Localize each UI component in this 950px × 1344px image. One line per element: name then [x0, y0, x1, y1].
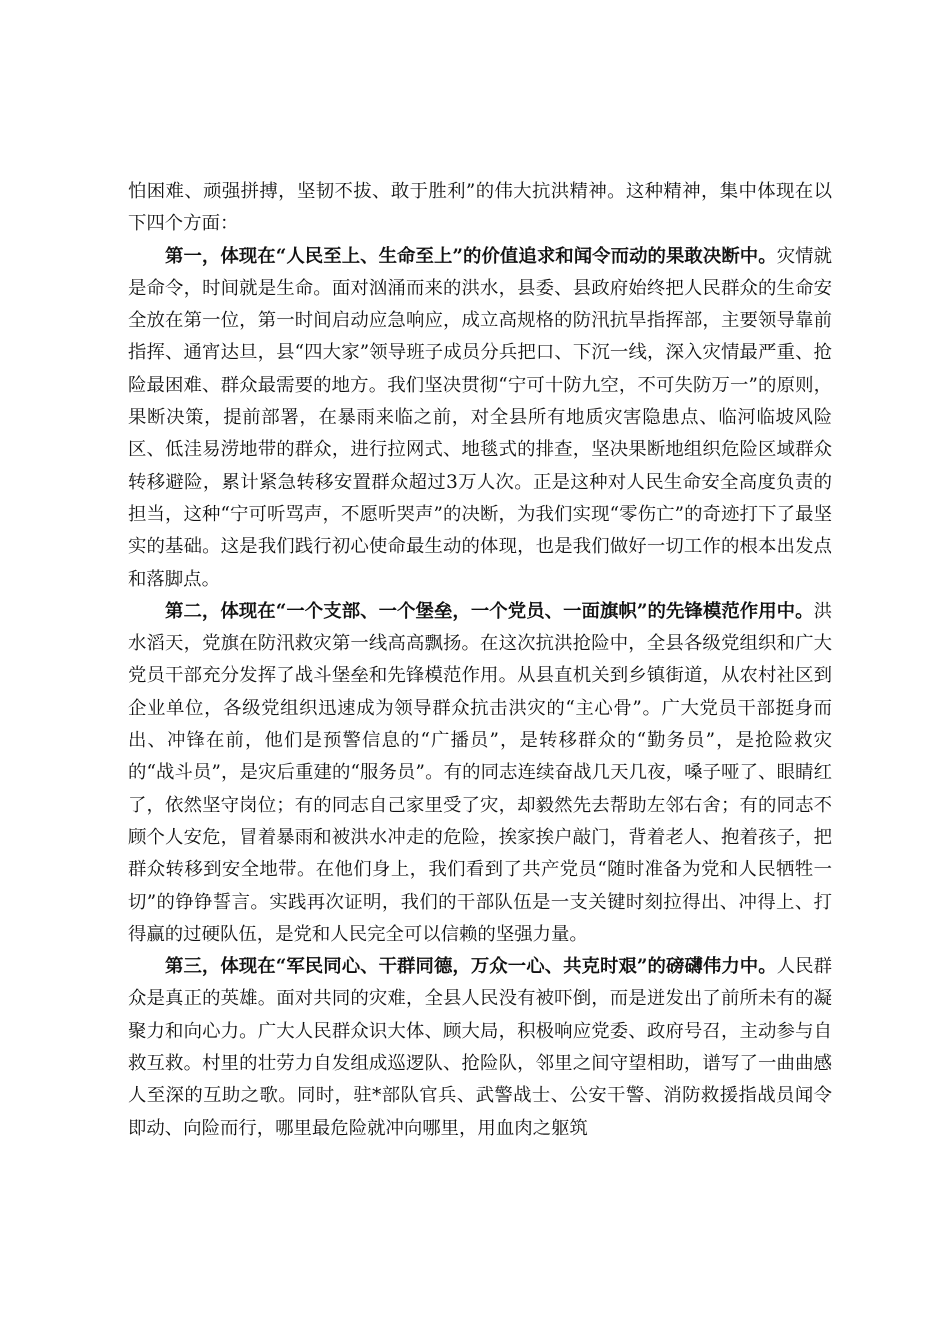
paragraph-third-point [128, 951, 832, 1145]
paragraph-intro [128, 176, 832, 241]
paragraph-second-point [128, 596, 832, 951]
paragraph-text: 怕困难、顽强拼搏，坚韧不拔、敢于胜利”的伟大抗洪精神。这种精神，集中体现在以下四个方面： [128, 181, 832, 235]
paragraph-first-point [128, 241, 832, 596]
paragraph-text: 灾情就是命令，时间就是生命。面对汹涌而来的洪水，县委、县政府始终把人民群众的生命安全放在第一位，第一时间启动应急响应，成立高规格的防汛抗旱指挥部，主要领导靠前指挥、通宵达旦，县“四大家”领导班子成员分兵把口、下沉一线，深入灾情最严重、抢险最困难、群众最需要的地方。我们坚决贯彻“宁可十防九空，不可失防万一”的原则，果断决策，提前部署，在暴雨来临之前，对全县所有地质灾害隐患点、临河临坡风险区、低洼易涝地带的群众，进行拉网式、地毯式的排查，坚决果断地组织危险区域群众转移避险，累计紧急转移安置群众超过3万人次。正是这种对人民生命安全高度负责的担当，这种“宁可听骂声，不愿听哭声”的决断，为我们实现“零伤亡”的奇迹打下了最坚实的基础。这是我们践行初心使命最生动的体现，也是我们做好一切工作的根本出发点和落脚点。 [128, 245, 832, 590]
paragraph-text: 人民群众是真正的英雄。面对共同的灾难，全县人民没有被吓倒，而是迸发出了前所未有的凝聚力和向心力。广大人民群众识大体、顾大局，积极响应党委、政府号召，主动参与自救互救。村里的壮劳力自发组成巡逻队、抢险队，邻里之间守望相助，谱写了一曲曲感人至深的互助之歌。同时，驻*部队官兵、武警战士、公安干警、消防救援指战员闻令即动、向险而行，哪里最危险就冲向哪里，用血肉之躯筑 [128, 956, 832, 1139]
document-page [128, 176, 832, 1145]
paragraph-heading: 第三，体现在“军民同心、干群同德，万众一心、共克时艰”的磅礴伟力中。 [165, 956, 777, 978]
paragraph-text: 洪水滔天，党旗在防汛救灾第一线高高飘扬。在这次抗洪抢险中，全县各级党组织和广大党员干部充分发挥了战斗堡垒和先锋模范作用。从县直机关到乡镇街道，从农村社区到企业单位，各级党组织迅速成为领导群众抗击洪灾的“主心骨”。广大党员干部挺身而出、冲锋在前，他们是预警信息的“广播员”，是转移群众的“勤务员”，是抢险救灾的“战斗员”，是灾后重建的“服务员”。有的同志连续奋战几天几夜，嗓子哑了、眼睛红了，依然坚守岗位；有的同志自己家里受了灾，却毅然先去帮助左邻右舍；有的同志不顾个人安危，冒着暴雨和被洪水冲走的危险，挨家挨户敲门，背着老人、抱着孩子，把群众转移到安全地带。在他们身上，我们看到了共产党员“随时准备为党和人民牺牲一切”的铮铮誓言。实践再次证明，我们的干部队伍是一支关键时刻拉得出、冲得上、打得赢的过硬队伍，是党和人民完全可以信赖的坚强力量。 [128, 600, 832, 945]
paragraph-heading: 第二，体现在“一个支部、一个堡垒，一个党员、一面旗帜”的先锋模范作用中。 [165, 600, 814, 622]
paragraph-heading: 第一，体现在“人民至上、生命至上”的价值追求和闻令而动的果敢决断中。 [165, 245, 777, 267]
